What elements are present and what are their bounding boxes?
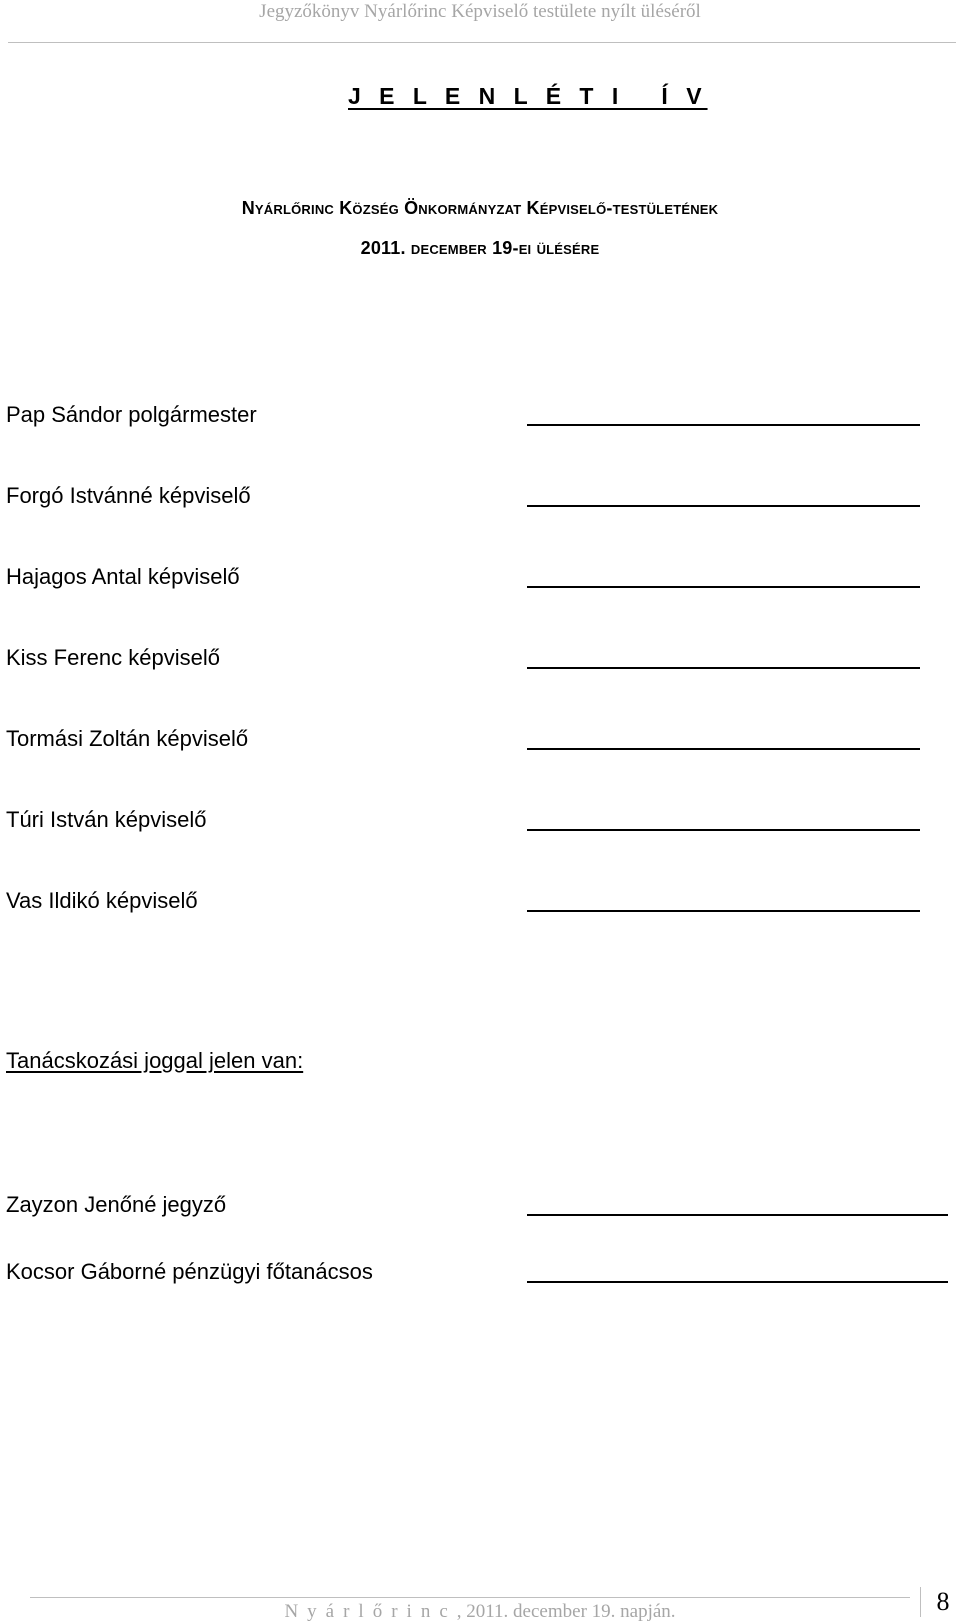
attendee-row [6, 886, 960, 916]
attendee-name: Vas Ildikó képviselő [6, 888, 198, 913]
attendee-row [6, 400, 960, 430]
attendee-name: Túri István képviselő [6, 807, 207, 832]
signature-line [527, 667, 920, 669]
footer-date: , 2011. december 19. napján. [456, 1601, 676, 1622]
subtitle-line-1: Nyárlőrinc Község Önkormányzat Képviselő-testületének [241, 198, 719, 218]
attendee-name: Kiss Ferenc képviselő [6, 645, 220, 670]
document-title: J E L E N L É T I Í V [348, 83, 708, 109]
page-number: 8 [920, 1587, 960, 1617]
advisory-heading: Tanácskozási joggal jelen van: [6, 1048, 304, 1073]
footer [0, 1600, 960, 1624]
signature-line [527, 424, 920, 426]
advisor-name: Kocsor Gáborné pénzügyi főtanácsos [6, 1259, 373, 1284]
running-header: Jegyzőkönyv Nyárlőrinc Képviselő testülete nyílt üléséről [259, 1, 701, 22]
signature-line [527, 910, 920, 912]
attendee-row [6, 643, 960, 673]
advisor-row [6, 1257, 960, 1287]
signature-line [527, 586, 920, 588]
subtitle-line-2: 2011. december 19-ei ülésére [360, 238, 600, 258]
attendee-row [6, 481, 960, 511]
attendee-row [6, 562, 960, 592]
attendee-name: Pap Sándor polgármester [6, 402, 257, 427]
attendee-name: Forgó Istvánné képviselő [6, 483, 251, 508]
attendee-name: Tormási Zoltán képviselő [6, 726, 249, 751]
signature-line [527, 1214, 948, 1216]
footer-rule [30, 1597, 910, 1598]
signature-line [527, 1281, 948, 1283]
attendee-row [6, 724, 960, 754]
advisor-name: Zayzon Jenőné jegyző [6, 1192, 227, 1217]
attendee-row [6, 805, 960, 835]
footer-place: Nyárlőrinc [284, 1601, 457, 1622]
signature-line [527, 829, 920, 831]
signature-line [527, 748, 920, 750]
advisor-row [6, 1190, 960, 1220]
signature-line [527, 505, 920, 507]
header-rule [8, 42, 956, 43]
attendee-name: Hajagos Antal képviselő [6, 564, 240, 589]
